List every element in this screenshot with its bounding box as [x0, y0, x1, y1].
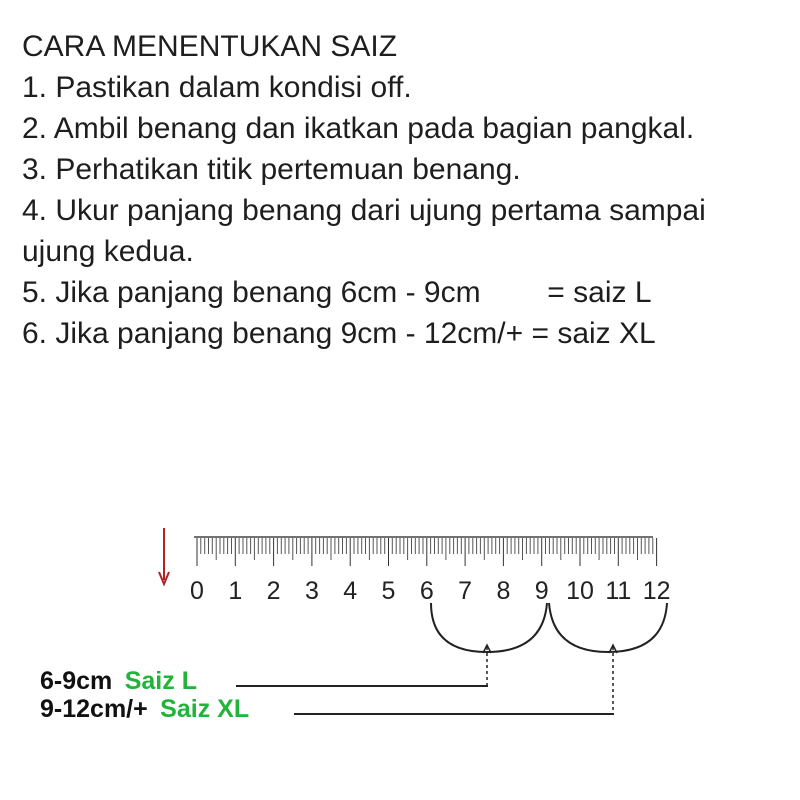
ruler-number: 5	[381, 577, 396, 605]
ruler-number: 0	[190, 577, 204, 605]
instructions-title: CARA MENENTUKAN SAIZ	[22, 30, 398, 63]
size-xl-range: 9-12cm/+	[40, 695, 148, 723]
arc-size-l	[431, 603, 547, 652]
arc-size-xl	[549, 603, 667, 652]
size-xl-name: Saiz XL	[160, 695, 250, 723]
ruler-number: 1	[228, 577, 243, 605]
step-1: 1. Pastikan dalam kondisi off.	[22, 71, 412, 104]
ruler-number: 7	[458, 577, 473, 605]
ruler-number: 12	[642, 577, 671, 605]
step-3: 3. Perhatikan titik pertemuan benang.	[22, 153, 521, 186]
ruler-number: 9	[534, 577, 549, 605]
ruler-ticks	[197, 538, 657, 566]
ruler-number: 2	[266, 577, 281, 605]
ruler-number: 10	[566, 577, 594, 605]
ruler-number: 6	[419, 577, 434, 605]
step-5: 5. Jika panjang benang 6cm - 9cm = saiz L	[22, 276, 652, 309]
step-6: 6. Jika panjang benang 9cm - 12cm/+ = saiz XL	[22, 317, 656, 350]
step-2: 2. Ambil benang dan ikatkan pada bagian pangkal.	[22, 112, 695, 145]
ruler-number: 8	[496, 577, 511, 605]
size-l-range: 6-9cm	[40, 667, 113, 695]
step-4: 4. Ukur panjang benang dari ujung pertama sampai ujung kedua.	[22, 194, 715, 268]
size-l-name: Saiz L	[124, 667, 197, 695]
ruler-numbers	[190, 577, 670, 605]
pointer-xl-arrow-icon	[609, 645, 617, 714]
ruler-number: 3	[304, 577, 319, 605]
size-xl-label	[40, 695, 249, 723]
ruler-number: 4	[343, 577, 358, 605]
ruler-number: 11	[605, 577, 632, 605]
size-l-label	[40, 667, 197, 695]
start-arrow-icon	[159, 528, 169, 584]
